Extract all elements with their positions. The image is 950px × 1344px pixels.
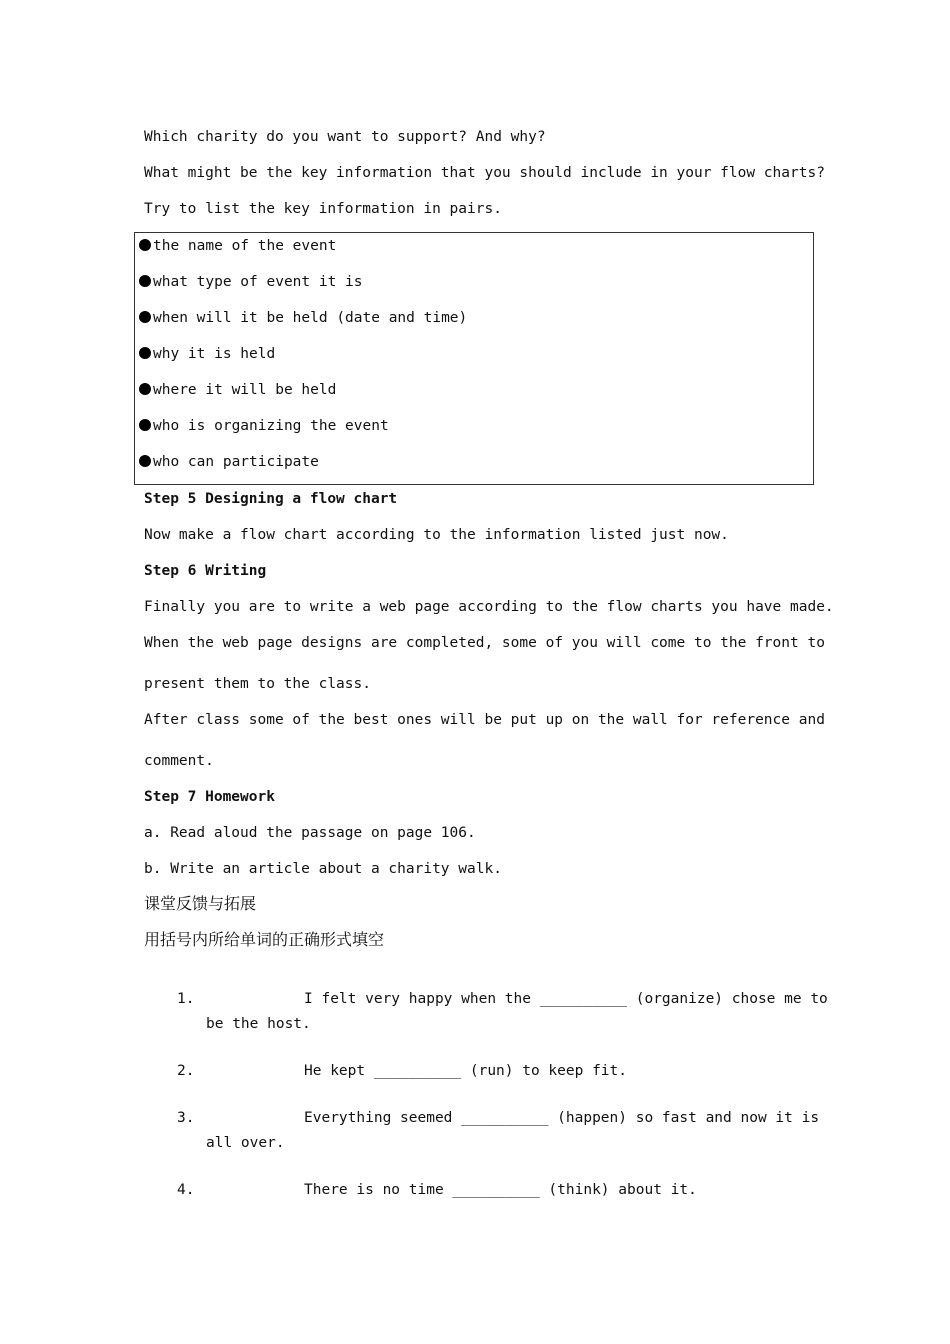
exercise-text: There is no time __________ (think) about it.	[304, 1182, 697, 1198]
key-info-item: who can participate	[139, 452, 319, 472]
exercise-text: He kept __________ (run) to keep fit.	[304, 1063, 628, 1079]
exercise-number: 4.	[177, 1182, 195, 1198]
exercise-text: I felt very happy when the __________ (organize) chose me to	[304, 991, 828, 1007]
intro-instruction-pairs: Try to list the key information in pairs.	[144, 201, 502, 217]
step5-text: Now make a flow chart according to the information listed just now.	[144, 527, 729, 543]
step6-paragraph-3-line-1: After class some of the best ones will be put up on the wall for reference and	[144, 712, 825, 728]
exercise-text-continued: all over.	[206, 1135, 285, 1151]
step6-heading: Step 6 Writing	[144, 563, 267, 579]
key-info-item: what type of event it is	[139, 272, 363, 292]
bullet-icon	[139, 383, 151, 395]
homework-item-a: a. Read aloud the passage on page 106.	[144, 825, 476, 841]
exercise-number: 1.	[177, 991, 195, 1007]
key-info-item: when will it be held (date and time)	[139, 308, 467, 328]
step6-paragraph-1: Finally you are to write a web page according to the flow charts you have made.	[144, 599, 834, 615]
intro-question-key-info: What might be the key information that you should include in your flow charts?	[144, 165, 825, 181]
key-info-item: who is organizing the event	[139, 416, 389, 436]
exercise-text: Everything seemed __________ (happen) so fast and now it is	[304, 1110, 820, 1126]
exercise-number: 3.	[177, 1110, 195, 1126]
intro-question-charity: Which charity do you want to support? And why?	[144, 129, 546, 145]
step7-heading: Step 7 Homework	[144, 789, 275, 805]
feedback-instruction: 用括号内所给单词的正确形式填空	[144, 930, 385, 949]
step6-paragraph-2-line-2: present them to the class.	[144, 676, 371, 692]
bullet-icon	[139, 455, 151, 467]
homework-item-b: b. Write an article about a charity walk.	[144, 861, 502, 877]
exercise-number: 2.	[177, 1063, 195, 1079]
feedback-title: 课堂反馈与拓展	[144, 894, 257, 913]
bullet-icon	[139, 347, 151, 359]
bullet-icon	[139, 419, 151, 431]
bullet-icon	[139, 239, 151, 251]
key-info-box	[134, 232, 814, 485]
bullet-icon	[139, 311, 151, 323]
step5-heading: Step 5 Designing a flow chart	[144, 491, 398, 507]
step6-paragraph-3-line-2: comment.	[144, 753, 214, 769]
key-info-item: the name of the event	[139, 236, 336, 256]
step6-paragraph-2-line-1: When the web page designs are completed, some of you will come to the front to	[144, 635, 825, 651]
key-info-item: why it is held	[139, 344, 275, 364]
bullet-icon	[139, 275, 151, 287]
key-info-item: where it will be held	[139, 380, 336, 400]
exercise-text-continued: be the host.	[206, 1016, 311, 1032]
